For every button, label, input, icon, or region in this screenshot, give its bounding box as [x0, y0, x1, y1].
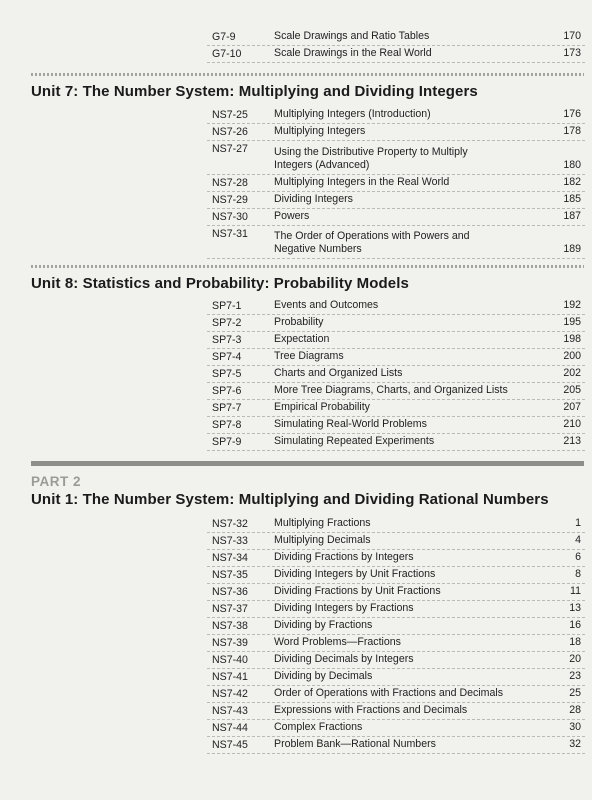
unit-heading: Unit 1: The Number System: Multiplying and Dividing Rational Numbers [31, 491, 549, 508]
lesson-title-line: Using the Distributive Property to Multiply [274, 145, 468, 158]
lesson-title [274, 230, 541, 256]
lesson-title-line: Negative Numbers [274, 243, 362, 255]
lesson-title: Simulating Real-World Problems [274, 418, 427, 430]
table-row [207, 635, 585, 652]
toc-table-continued [207, 29, 585, 63]
lesson-title: Expectation [274, 333, 330, 345]
page-number: 176 [563, 108, 581, 120]
table-row [207, 618, 585, 635]
lesson-code: NS7-29 [212, 193, 248, 206]
page-number: 187 [563, 209, 581, 222]
lesson-title: Complex Fractions [274, 721, 363, 733]
lesson-title: Order of Operations with Fractions and Decimals [274, 687, 504, 699]
lesson-title: Multiplying Integers (Introduction) [274, 108, 431, 120]
page-number: 213 [563, 435, 581, 447]
lesson-code: NS7-27 [212, 143, 248, 155]
table-row [207, 226, 585, 260]
table-row [207, 703, 585, 720]
lesson-code: NS7-30 [212, 210, 248, 223]
lesson-title: Dividing Integers by Fractions [274, 602, 414, 614]
table-row [207, 107, 585, 124]
lesson-title: Scale Drawings and Ratio Tables [274, 30, 430, 42]
table-row [207, 516, 585, 533]
lesson-title: More Tree Diagrams, Charts, and Organized Lists [274, 384, 508, 396]
lesson-title: Simulating Repeated Experiments [274, 435, 435, 447]
table-row [207, 533, 585, 550]
lesson-code: NS7-37 [212, 603, 248, 615]
table-row [207, 669, 585, 686]
page-number: 18 [569, 636, 581, 648]
lesson-code: NS7-43 [212, 705, 248, 717]
unit-heading: Unit 8: Statistics and Probability: Probability Models [31, 275, 409, 292]
lesson-title: Scale Drawings in the Real World [274, 47, 432, 59]
lesson-code: NS7-39 [212, 637, 248, 649]
lesson-code: NS7-25 [212, 109, 248, 121]
page-number: 178 [563, 125, 581, 137]
unit-heading: Unit 7: The Number System: Multiplying and Dividing Integers [31, 83, 478, 100]
lesson-code: NS7-33 [212, 535, 248, 547]
lesson-code: SP7-4 [212, 351, 242, 363]
lesson-title: Word Problems—Fractions [274, 636, 401, 648]
page-number: 1 [575, 517, 581, 529]
lesson-title-line: The Order of Operations with Powers and [274, 230, 470, 242]
table-row [207, 124, 585, 141]
page-number: 170 [563, 30, 581, 42]
page-number: 173 [563, 47, 581, 59]
lesson-code: NS7-26 [212, 126, 248, 138]
lesson-title: Dividing Integers by Unit Fractions [274, 568, 436, 580]
page-number: 20 [569, 653, 581, 665]
table-row [207, 434, 585, 451]
lesson-title: Dividing Integers [274, 192, 353, 205]
page-number: 198 [563, 333, 581, 345]
lesson-code: SP7-7 [212, 402, 242, 414]
lesson-title: Expressions with Fractions and Decimals [274, 704, 468, 716]
table-row [207, 400, 585, 417]
lesson-code: NS7-41 [212, 671, 248, 683]
page-number: 202 [563, 367, 581, 379]
table-row [207, 652, 585, 669]
lesson-title [274, 146, 541, 172]
lesson-code: NS7-31 [212, 227, 248, 240]
table-row [207, 332, 585, 349]
page-number: 28 [569, 704, 581, 716]
lesson-title: Events and Outcomes [274, 299, 379, 311]
lesson-code: NS7-28 [212, 176, 248, 189]
section-divider [31, 73, 584, 76]
lesson-code: G7-9 [212, 31, 236, 43]
section-divider [31, 265, 584, 268]
page-number: 8 [575, 568, 581, 580]
lesson-title: Multiplying Integers [274, 125, 366, 137]
table-row [207, 209, 585, 226]
page-number: 180 [563, 158, 581, 171]
lesson-code: NS7-32 [212, 518, 248, 530]
page-number: 182 [563, 175, 581, 188]
table-row [207, 584, 585, 601]
lesson-title: Dividing Fractions by Unit Fractions [274, 585, 441, 597]
table-row [207, 567, 585, 584]
page-number: 16 [569, 619, 581, 631]
table-row [207, 192, 585, 209]
lesson-title: Empirical Probability [274, 401, 370, 413]
part-divider [31, 461, 584, 466]
lesson-code: SP7-2 [212, 317, 242, 329]
lesson-code: SP7-3 [212, 334, 242, 346]
lesson-code: NS7-34 [212, 552, 248, 564]
lesson-code: SP7-1 [212, 300, 242, 312]
lesson-title: Powers [274, 209, 310, 222]
table-row [207, 737, 585, 754]
toc-table-part2-unit1 [207, 516, 585, 754]
lesson-title: Probability [274, 316, 324, 328]
lesson-title: Dividing Fractions by Integers [274, 551, 414, 563]
page-number: 30 [569, 721, 581, 733]
lesson-title-line: Integers (Advanced) [274, 158, 370, 171]
table-row [207, 417, 585, 434]
table-row [207, 720, 585, 737]
lesson-code: SP7-9 [212, 436, 242, 448]
lesson-code: NS7-36 [212, 586, 248, 598]
table-row [207, 175, 585, 192]
page-number: 32 [569, 738, 581, 750]
page-number: 23 [569, 670, 581, 682]
lesson-title: Tree Diagrams [274, 350, 344, 362]
page-number: 207 [563, 401, 581, 413]
lesson-code: G7-10 [212, 48, 242, 60]
toc-table-unit8 [207, 298, 585, 451]
lesson-code: SP7-5 [212, 368, 242, 380]
page-number: 195 [563, 316, 581, 328]
table-row [207, 601, 585, 618]
lesson-title: Problem Bank—Rational Numbers [274, 738, 436, 750]
table-row [207, 46, 585, 63]
page-number: 4 [575, 534, 581, 546]
lesson-code: NS7-45 [212, 739, 248, 751]
lesson-code: SP7-8 [212, 419, 242, 431]
page-number: 189 [563, 243, 581, 255]
lesson-code: NS7-38 [212, 620, 248, 632]
page-number: 13 [569, 602, 581, 614]
lesson-title: Dividing by Fractions [274, 619, 373, 631]
page-number: 11 [570, 585, 581, 597]
page-number: 205 [563, 384, 581, 396]
lesson-code: NS7-42 [212, 688, 248, 700]
lesson-code: NS7-35 [212, 569, 248, 581]
page-number: 25 [569, 687, 581, 699]
lesson-title: Multiplying Decimals [274, 534, 371, 546]
page-number: 192 [563, 299, 581, 311]
lesson-title: Multiplying Integers in the Real World [274, 175, 450, 188]
table-row [207, 29, 585, 46]
lesson-code: SP7-6 [212, 385, 242, 397]
table-row [207, 349, 585, 366]
toc-table-unit7 [207, 107, 585, 259]
table-row [207, 298, 585, 315]
lesson-title: Multiplying Fractions [274, 517, 371, 529]
table-row [207, 686, 585, 703]
table-row [207, 366, 585, 383]
table-row [207, 141, 585, 175]
page-number: 210 [563, 418, 581, 430]
lesson-title: Dividing by Decimals [274, 670, 373, 682]
table-row [207, 383, 585, 400]
table-row [207, 550, 585, 567]
page-number: 6 [575, 551, 581, 563]
lesson-code: NS7-40 [212, 654, 248, 666]
part-label: PART 2 [31, 474, 82, 489]
lesson-title: Dividing Decimals by Integers [274, 653, 414, 665]
lesson-code: NS7-44 [212, 722, 248, 734]
page-number: 200 [563, 350, 581, 362]
lesson-title: Charts and Organized Lists [274, 367, 403, 379]
page-number: 185 [563, 192, 581, 205]
table-row [207, 315, 585, 332]
